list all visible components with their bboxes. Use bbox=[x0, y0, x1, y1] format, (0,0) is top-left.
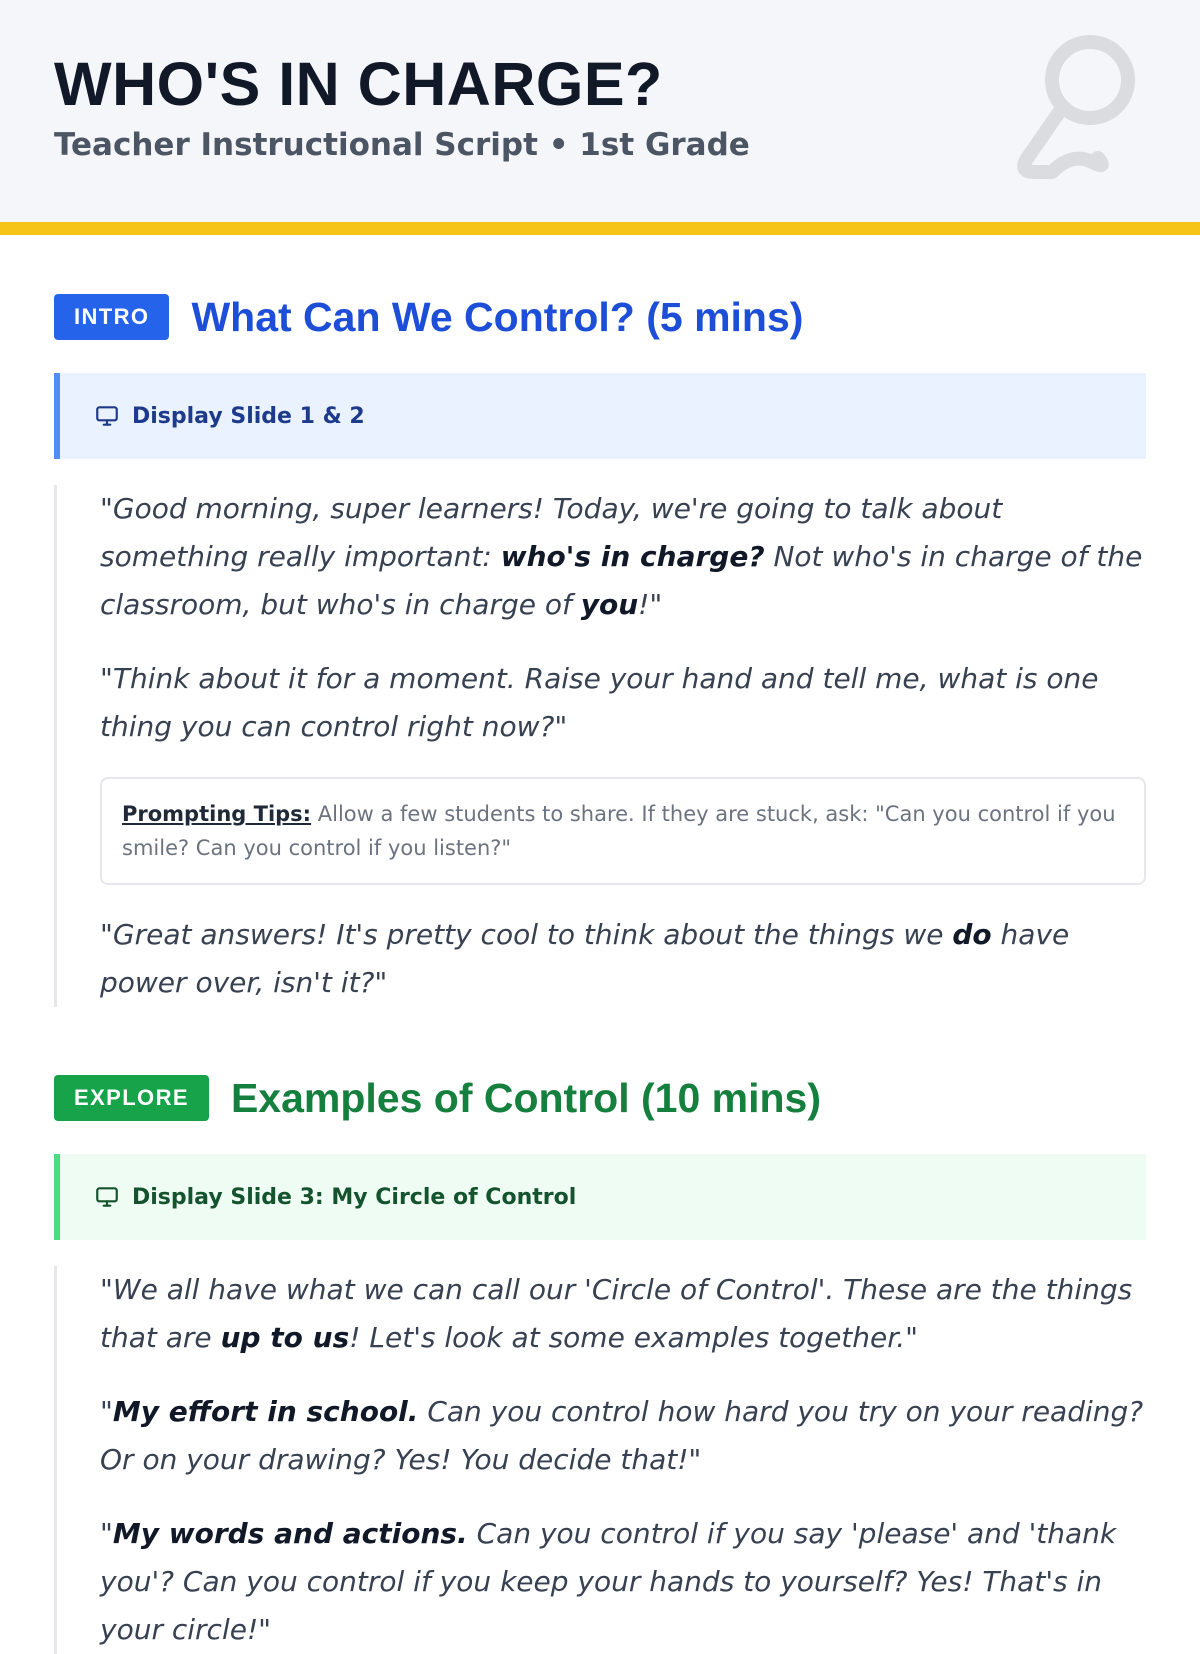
page-title: WHO'S IN CHARGE? bbox=[54, 50, 663, 118]
section-heading bbox=[54, 292, 1146, 342]
monitor-icon bbox=[94, 1184, 120, 1210]
script-line: "We all have what we can call our 'Circle of Control'. These are the things that are up to us! Let's look at some examples together." bbox=[100, 1273, 1133, 1354]
section-title-intro: What Can We Control? (5 mins) bbox=[191, 293, 804, 340]
microphone-icon bbox=[1012, 30, 1142, 190]
slide-label: Display Slide 1 & 2 bbox=[132, 403, 365, 429]
teacher-script-intro bbox=[54, 485, 1146, 1007]
script-line: "My effort in school. Can you control how hard you try on your reading? Or on your drawing? Yes! You decide that!" bbox=[100, 1395, 1144, 1476]
page-header bbox=[0, 0, 1200, 222]
script-line: "Good morning, super learners! Today, we're going to talk about something really important: who's in charge? Not who's in charge of the classroom, but who's in charge of you!" bbox=[100, 492, 1143, 621]
monitor-icon bbox=[94, 403, 120, 429]
section-heading bbox=[54, 1073, 1146, 1123]
slide-label: Display Slide 3: My Circle of Control bbox=[132, 1184, 577, 1210]
header-divider bbox=[0, 222, 1200, 235]
page-subtitle: Teacher Instructional Script • 1st Grade bbox=[54, 127, 750, 163]
slide-callout-explore bbox=[54, 1154, 1146, 1240]
script-line: "Great answers! It's pretty cool to think about the things we do have power over, isn't it?" bbox=[100, 918, 1070, 999]
prompting-tips-box bbox=[100, 777, 1146, 885]
teacher-script-explore bbox=[54, 1266, 1146, 1654]
script-line: "My words and actions. Can you control if you say 'please' and 'thank you'? Can you control if you keep your hands to yourself? Yes! That's in your circle!" bbox=[100, 1517, 1117, 1646]
section-badge-intro: INTRO bbox=[54, 294, 169, 340]
slide-callout-intro bbox=[54, 373, 1146, 459]
section-explore bbox=[54, 1073, 1146, 1654]
section-title-explore: Examples of Control (10 mins) bbox=[230, 1074, 821, 1121]
prompting-tips-label: Prompting Tips: bbox=[122, 802, 312, 826]
script-line: "Think about it for a moment. Raise your hand and tell me, what is one thing you can control right now?" bbox=[100, 662, 1099, 743]
prompting-tips-text: Allow a few students to share. If they are stuck, ask: "Can you control if you smile? Can you control if you listen?" bbox=[122, 802, 1116, 860]
section-badge-explore: EXPLORE bbox=[54, 1075, 209, 1121]
script-content bbox=[0, 292, 1200, 1654]
section-intro bbox=[54, 292, 1146, 1007]
